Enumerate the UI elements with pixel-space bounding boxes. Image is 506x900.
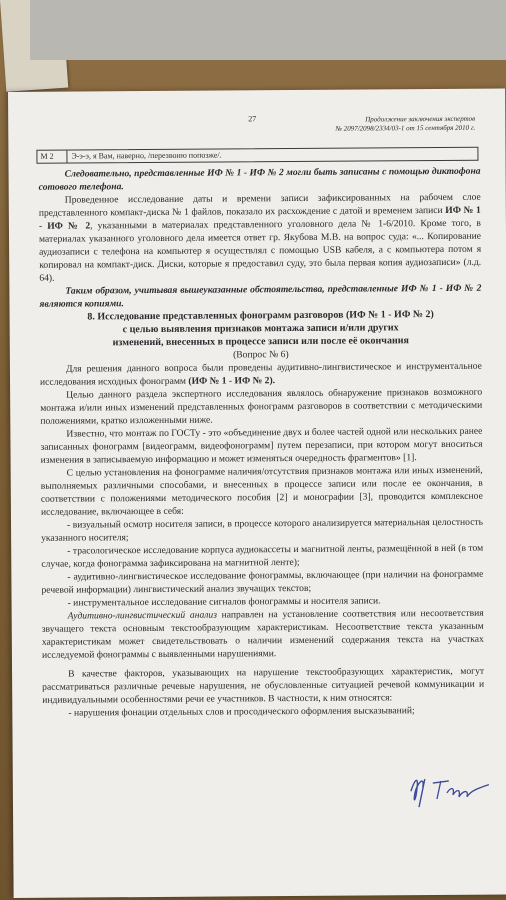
bold-fragment: ИФ № 1 - ИФ № 2	[38, 204, 481, 232]
speaker-cell: М 2	[37, 151, 67, 163]
handwritten-signature	[403, 769, 493, 810]
header-line-2: № 2097/2098/2334/03-1 от 15 сентября 2010 г.	[335, 123, 476, 133]
transcript-table-row	[36, 147, 478, 164]
paragraph-date-analysis	[39, 191, 482, 285]
background-sheet	[30, 0, 506, 60]
text-fragment: Для решения данного вопроса были проведены аудитивно-лингвистическое и инструментальное исследования исходных фонограмм	[39, 360, 482, 388]
section-question: (Вопрос № 6)	[233, 349, 289, 361]
section-title-line-1: 8. Исследование представленных фонограмм разговоров (ИФ № 1 - ИФ № 2)	[87, 309, 434, 323]
paragraph-goal: Целью данного раздела экспертного исследования являлось обнаружение признаков возможного монтажа и/или иных изменений представленных фонограмм разговоров в соответствии с методическими положениями, кратко изложенными ниже.	[40, 386, 483, 427]
header-line-1: Продолжение заключения экспертов	[365, 114, 476, 124]
paragraph-method	[40, 360, 482, 389]
page-number: 27	[248, 114, 257, 124]
text-fragment: направлен на установление соответствия или несоответствия звучащего текста основным текстообразующим характеристикам. Несоответствие текста указанным характеристикам может свидетельствовать о наличии изменений содержания текста на участках исследуемой фонограммы с выявленными нарушениями.	[41, 607, 484, 661]
running-header	[275, 115, 475, 134]
list-item: - аудитивно-лингвистическое исследование фонограммы, включающее (при наличии на фонограмме речевой информации) лингвистический анализ звучащих текстов;	[41, 568, 484, 596]
document-page	[8, 89, 506, 898]
paragraph-factors: В качестве факторов, указывающих на нарушение текстообразующих характеристик, могут рассматриваться различные речевые нарушения, не обусловленные ситуацией речевой коммуникации и индивидуальными особенностями речи ее участников. В частности, к ним относятся:	[42, 665, 485, 706]
paragraph-auditory-analysis	[42, 607, 484, 662]
text-fragment: Проведенное исследование даты и времени записи зафиксированных на рабочем слое представленного компакт-диска № 1 файлов, показало их расхождение с датой и временем записи	[38, 191, 481, 219]
utterance-cell: Э-э-э, я Вам, наверно, /перезвоню попозже/.	[71, 150, 222, 161]
copies-conclusion: Таким образом, учитывая вышеуказанные обстоятельства, представленные ИФ № 1 - ИФ № 2 являются копиями.	[39, 282, 482, 310]
list-item: - трасологическое исследование корпуса аудиокассеты и магнитной ленты, размещённой в ней (в том случае, когда фонограмма зафиксирована на магнитной ленте);	[41, 542, 484, 570]
document-body	[39, 165, 485, 720]
conclusion-paragraph: Следовательно, представленные ИФ № 1 - ИФ № 2 могли быть записаны с помощью диктофона сотового телефона.	[38, 165, 481, 193]
bold-fragment: (ИФ № 1 - ИФ № 2).	[188, 375, 276, 387]
section-title-line-2: с целью выявления признаков монтажа записи и/или других	[122, 322, 399, 336]
list-item: - инструментальное исследование сигналов фонограммы и носителя записи.	[67, 595, 381, 609]
list-item: - визуальный осмотр носителя записи, в процессе которого анализируется материальная целостность указанного носителя;	[41, 516, 484, 544]
paragraph-procedure: С целью установления на фонограмме наличия/отсутствия признаков монтажа или иных изменений, выполняемых различными способами, и внесенных в процессе записи или после ее окончания, в соответствии с положениями методического пособия [2] и монографии [3], проводится комплексное исследование, включающее в себя:	[40, 464, 483, 518]
italic-fragment: Аудитивно-лингвистический анализ	[67, 609, 217, 622]
section-title-line-3: изменений, внесенных в процессе записи или после её окончания	[112, 335, 409, 349]
paragraph-definition: Известно, что монтаж по ГОСТу - это «объединение двух и более частей одной или нескольких ранее записанных фонограмм [видеограмм, видеофонограмм] путем перезаписи, при котором могут вноситься изменения в записываемую информацию и может изменяться очередность фрагментов» [1].	[40, 425, 483, 466]
text-fragment: , указанными в материалах представленного уголовного дела № 1-6/2010. Кроме того, в материалах указанного уголовного дела имеется ответ гр. Якубова М.В. на вопрос суда: «... Копирование аудиозаписи с телефона на компьютер я осуществлял с помощью USB кабеля, а с компьютера потом я копировал на компакт-диск. Диски, которые я предоставил суду, это была первая копия аудиозаписи» (л.д. 64).	[38, 217, 482, 284]
list-item: - нарушения фонации отдельных слов и просодического оформления высказываний;	[68, 705, 415, 719]
